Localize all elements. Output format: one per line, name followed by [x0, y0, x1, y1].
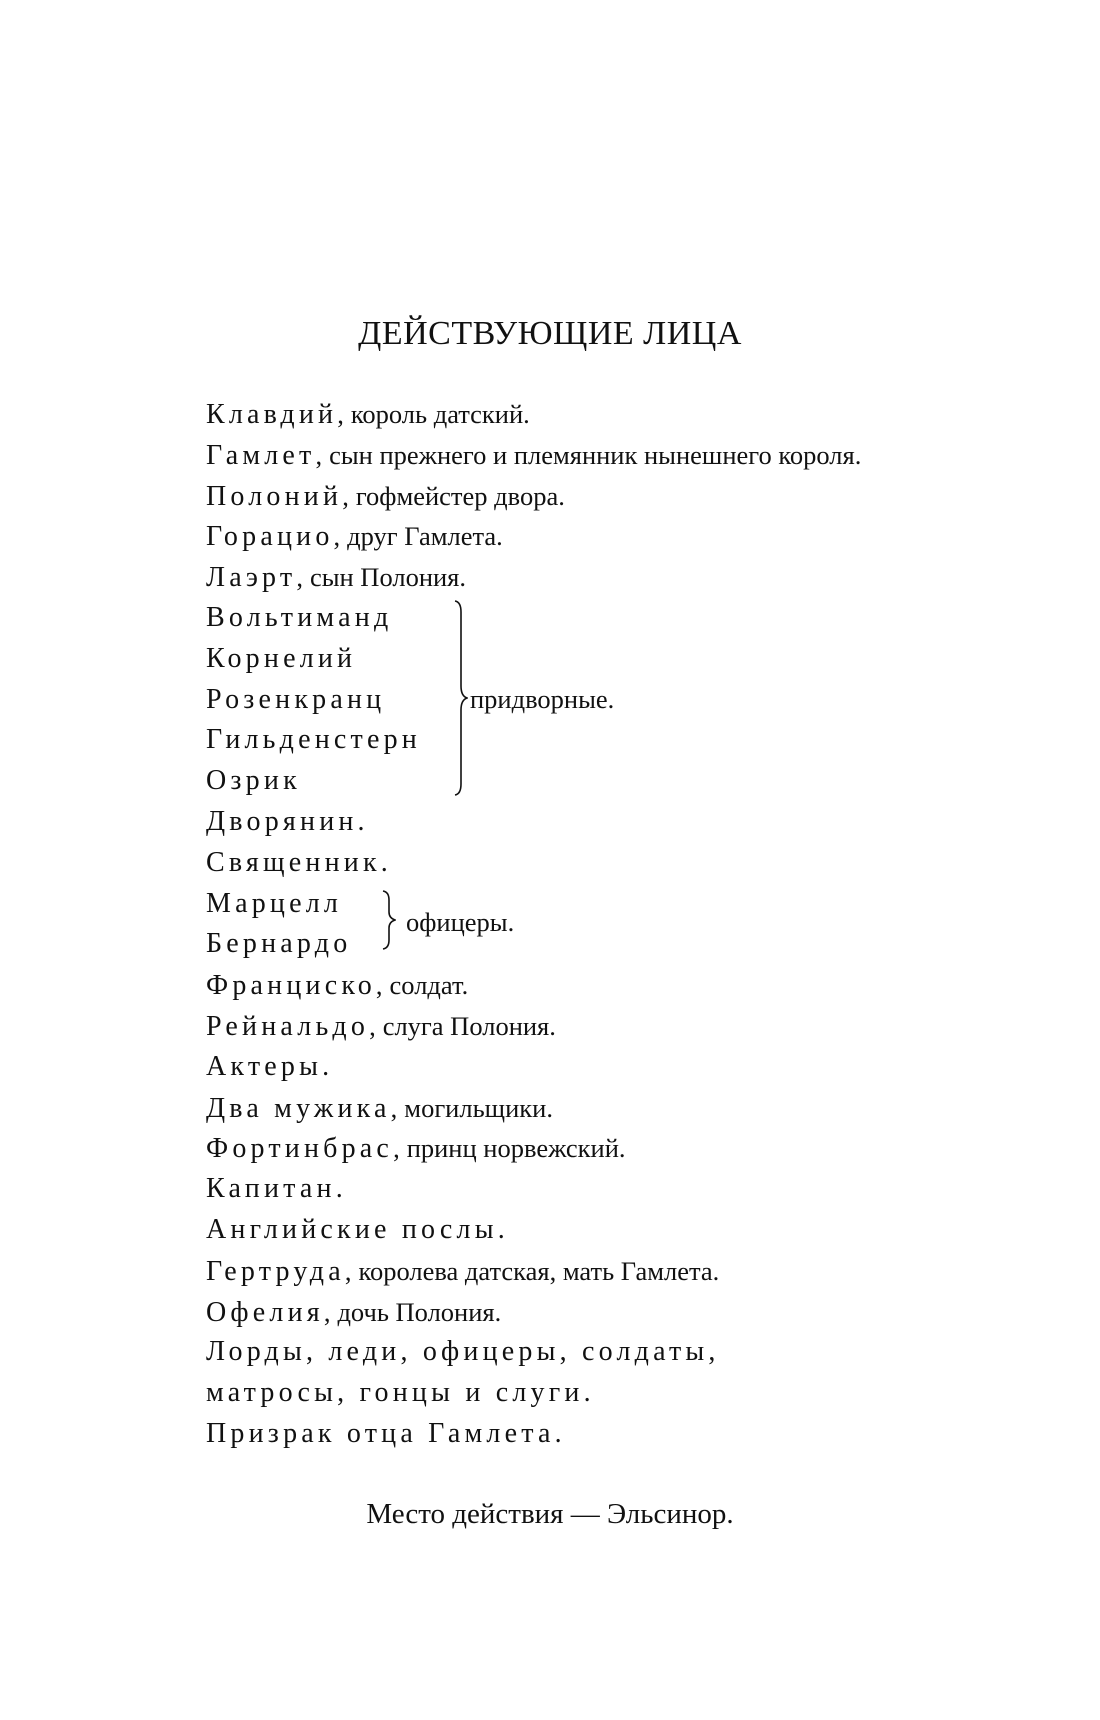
character-name: Капитан.: [206, 1173, 347, 1205]
character-separator: ,: [315, 439, 323, 470]
character-row-guildenstern: [206, 720, 1026, 761]
character-description: принц норвежский.: [406, 1133, 626, 1164]
character-row-sailors: [206, 1373, 1026, 1414]
dramatis-personae-list: [206, 394, 1026, 1455]
page-title: ДЕЙСТВУЮЩИЕ ЛИЦА: [358, 315, 742, 352]
character-description: могильщики.: [404, 1092, 553, 1123]
character-separator: ,: [296, 562, 303, 593]
character-description: дочь Полония.: [337, 1296, 502, 1327]
character-separator: ,: [393, 1133, 400, 1164]
character-name: Вольтиманд: [206, 601, 393, 633]
right-brace-icon: [454, 600, 468, 796]
courtiers-brace: [454, 600, 468, 796]
character-row-gravediggers: [206, 1088, 1026, 1129]
character-row-ghost: [206, 1414, 1026, 1455]
character-row-ambassadors: [206, 1210, 1026, 1251]
character-row-ophelia: [206, 1292, 1026, 1333]
character-row-rosencrantz: [206, 680, 1026, 721]
setting-line: Место действия — Эльсинор.: [366, 1498, 734, 1530]
character-name: Марцелл: [206, 887, 343, 919]
character-name: Озрик: [206, 765, 301, 797]
character-row-voltemand: [206, 598, 1026, 639]
character-name: Актеры.: [206, 1050, 334, 1082]
character-separator: ,: [342, 480, 349, 511]
character-name: Лаэрт: [206, 562, 297, 594]
character-description: гофмейстер двора.: [355, 480, 565, 511]
character-name: Розенкранц: [206, 683, 386, 715]
character-description: король датский.: [350, 399, 530, 429]
character-name: Призрак отца Гамлета.: [206, 1417, 566, 1449]
character-row-francisco: [206, 965, 1026, 1006]
character-name: Два мужика: [206, 1092, 391, 1124]
character-name: Франциско: [206, 970, 376, 1002]
character-name: Гильденстерн: [206, 724, 421, 756]
character-name: Полоний: [206, 480, 343, 512]
character-row-claudius: [206, 394, 1026, 435]
character-description: солдат.: [389, 970, 469, 1001]
character-name: Горацио: [206, 521, 334, 553]
right-brace-icon: [382, 890, 396, 950]
character-description: сын Полония.: [309, 562, 467, 593]
character-name: Гамлет: [206, 439, 316, 471]
character-row-osric: [206, 761, 1026, 802]
character-name: матросы, гонцы и слуги.: [206, 1377, 595, 1409]
character-description: сын прежнего и племянник нынешнего короля.: [329, 439, 862, 470]
character-description: друг Гамлета.: [347, 521, 503, 552]
character-separator: ,: [375, 970, 383, 1001]
character-name: Лорды, леди, офицеры, солдаты,: [206, 1336, 720, 1368]
character-separator: ,: [337, 399, 344, 429]
courtiers-group-label: придворные.: [470, 684, 615, 714]
character-name: Корнелий: [206, 642, 357, 674]
character-row-laertes: [206, 557, 1026, 598]
character-row-players: [206, 1047, 1026, 1088]
character-row-gentleman: [206, 802, 1026, 843]
officers-group-label: офицеры.: [406, 907, 515, 937]
character-name: Дворянин.: [206, 805, 369, 837]
character-row-bernardo: [206, 924, 1026, 965]
character-separator: ,: [390, 1092, 398, 1123]
character-description: слуга Полония.: [382, 1010, 556, 1041]
character-name: Рейнальдо: [206, 1010, 370, 1042]
character-separator: ,: [333, 521, 341, 552]
character-description: королева датская, мать Гамлета.: [358, 1255, 720, 1286]
character-row-fortinbras: [206, 1128, 1026, 1169]
character-row-priest: [206, 843, 1026, 884]
character-row-polonius: [206, 476, 1026, 517]
character-row-captain: [206, 1169, 1026, 1210]
character-row-horatio: [206, 516, 1026, 557]
character-name: Фортинбрас: [206, 1133, 394, 1165]
character-row-cornelius: [206, 639, 1026, 680]
character-row-marcellus: [206, 884, 1026, 925]
character-separator: ,: [344, 1255, 352, 1286]
character-name: Священник.: [206, 846, 392, 878]
character-row-hamlet: [206, 435, 1026, 476]
character-name: Офелия: [206, 1296, 324, 1328]
character-name: Гертруда: [206, 1255, 345, 1287]
character-separator: ,: [369, 1010, 376, 1041]
character-row-gertrude: [206, 1251, 1026, 1292]
character-separator: ,: [323, 1296, 331, 1327]
character-name: Бернардо: [206, 928, 352, 960]
officers-brace: [382, 890, 396, 950]
character-name: Английские послы.: [206, 1213, 509, 1245]
character-row-lords: [206, 1332, 1026, 1373]
character-row-reynaldo: [206, 1006, 1026, 1047]
character-name: Клавдий: [206, 399, 338, 430]
